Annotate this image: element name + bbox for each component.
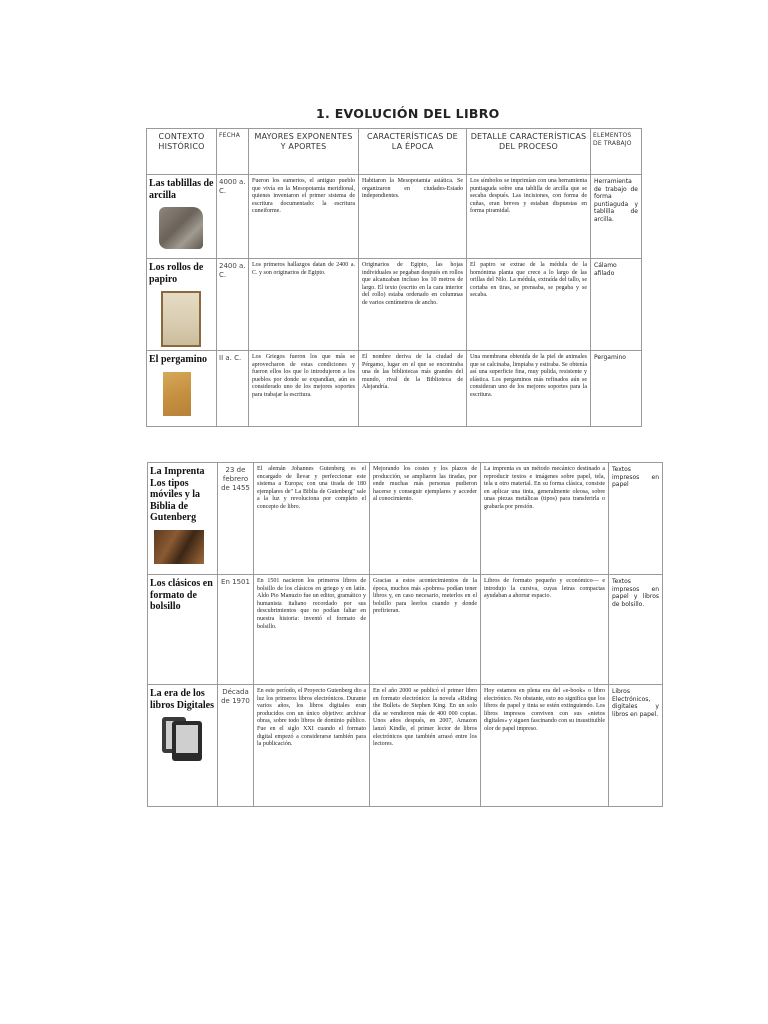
header-exponentes: MAYORES EXPONENTES Y APORTES: [249, 129, 359, 175]
topic-title: Los clásicos en formato de bolsillo: [150, 578, 213, 612]
table-row: [148, 463, 663, 575]
date-cell: 2400 a. C.: [217, 259, 249, 351]
papyrus-scroll-image: [161, 291, 201, 347]
detail-cell: El papiro se extrae de la médula de la homónima planta que crece a lo largo de las orillas del Nilo. La médula, extraída del tallo, se cortaba en tiras, se prensaba, se pegaba y se secaba.: [467, 259, 591, 351]
ereader-front-icon: [172, 721, 202, 761]
topic-title: La era de los libros Digitales: [150, 688, 214, 711]
topic-title: El pergamino: [149, 354, 208, 365]
header-caracteristicas: CARACTERÍSTICAS DE LA ÉPOCA: [359, 129, 467, 175]
parchment-image: [163, 372, 191, 416]
tools-cell: Cálamo afilado: [591, 259, 642, 351]
tools-cell: Textos impresos en papel: [609, 463, 663, 575]
clay-tablet-image: [159, 207, 203, 249]
topic-cell: [147, 351, 217, 427]
header-elementos: ELEMENTOS DE TRABAJO: [591, 129, 642, 175]
date-cell: II a. C.: [217, 351, 249, 427]
exponents-cell: Fueron los sumerios, el antiguo pueblo que vivía en la Mesopotamia meridional, quienes inventaron el primer sistema de escritura documentado: la escritura cuneiforme.: [249, 175, 359, 259]
date-cell: 23 de febrero de 1455: [218, 463, 254, 575]
book-evolution-table-part2: [147, 462, 663, 807]
topic-cell: [147, 259, 217, 351]
header-fecha: FECHA: [217, 129, 249, 175]
exponents-cell: Los Griegos fueron los que más se aprovecharon de estas condiciones y fueron ellos los que lo introdujeron a los pueblos por donde se expandían, aún es considerado uno de los mejores soportes para trabajar la escritura.: [249, 351, 359, 427]
header-contexto: CONTEXTO HISTÓRICO: [147, 129, 217, 175]
tools-cell: Libros Electrónicos, digitales y libros en papel.: [609, 685, 663, 807]
exponents-cell: En 1501 nacieron los primeros libros de bolsillo de los clásicos en griego y en latín. Aldo Pio Manuzio fue un editor, gramático y humanista italiano recordado por sus descubrimientos que no podían faltar en nuestra historia: inventó el formato de bolsillo.: [254, 575, 370, 685]
features-cell: Mejorando los costes y los plazos de producción, se ampliaron las tiradas, por ende muchas más personas pudieron hacerse y conseguir ejemplares y acceder al conocimiento.: [370, 463, 481, 575]
topic-title: La Imprenta Los tipos móviles y la Biblia de Gutenberg: [150, 466, 205, 523]
page-title: 1. EVOLUCIÓN DEL LIBRO: [316, 106, 500, 121]
features-cell: El nombre deriva de la ciudad de Pérgamo, lugar en el que se encontraba una de las bibliotecas más grandes del mundo, rival de la Biblioteca de Alejandría.: [359, 351, 467, 427]
tools-cell: Textos impresos en papel y libros de bolsillo.: [609, 575, 663, 685]
table-row: [148, 575, 663, 685]
detail-cell: La imprenta es un método mecánico destinado a reproducir textos e imágenes sobre papel, tela, tela u otro material. En su forma clásica, consiste en aplicar una tinta, generalmente oleosa, sobre unas piezas metálicas (tipos) para transferirla o grabarla por presión.: [481, 463, 609, 575]
features-cell: Habitaron la Mesopotamia asiática. Se organizaron en ciudades-Estado independientes.: [359, 175, 467, 259]
detail-cell: Una membrana obtenida de la piel de animales que se calcinaba, limpiaba y estiraba. Se obtenía así una superficie fina, muy pulida, resistente y elástica. Los pergaminos más refinados aún se consideran uno de los mejores soportes para la escritura.: [467, 351, 591, 427]
features-cell: En el año 2000 se publicó el primer libro en formato electrónico: la novela «Riding the Bullet» de Stephen King. En un solo día se vendieron más de 400 000 copias. Unos años después, en 2007, Amazon lanzó Kindle, el primer lector de libros electrónicos que también arrasó entre los lectores.: [370, 685, 481, 807]
table-row: [147, 175, 642, 259]
exponents-cell: El alemán Johannes Gutenberg es el encargado de llevar y perfeccionar este sistema a Europa; con una tirada de 180 ejemplares de" La Biblia de Gutenberg" sale a la luz y revoluciona por completo el concepto de libro.: [254, 463, 370, 575]
topic-title: Los rollos de papiro: [149, 262, 204, 285]
detail-cell: Hoy estamos en plena era del «e-book» o libro electrónico. No obstante, esto no significa que los libros de papel y tinta se estén extinguiendo. Los libros impresos conviven con sus «nietos digitales» y siguen fascinando con su insustituible olor de papel impreso.: [481, 685, 609, 807]
date-cell: Década de 1970: [218, 685, 254, 807]
gutenberg-bible-image: [154, 530, 204, 564]
exponents-cell: En este período, el Proyecto Gutenberg dio a luz los primeros libros electrónicos. Durante varios años, los libros digitales eran producidos con un único objetivo: archivar obras, sobre todo libros de dominio público. Fue en el siglo XXI cuando el formato digital empezó a considerarse también para la publicación.: [254, 685, 370, 807]
features-cell: Originarios de Egipto, las hojas individuales se pegaban después en rollos que alcanzaban incluso los 10 metros de largo. El texto (escrito en la cara interior del rollo) estaba ordenado en columnas de varios centímetros de ancho.: [359, 259, 467, 351]
ereader-devices-image: [150, 717, 215, 763]
detail-cell: Libros de formato pequeño y económico— e introdujo la cursiva, cuyas letras compactas ayudaban a ahorrar espacio.: [481, 575, 609, 685]
topic-cell: [148, 685, 218, 807]
tools-cell: Pergamino: [591, 351, 642, 427]
topic-cell: [148, 463, 218, 575]
topic-cell: [148, 575, 218, 685]
table-row: [148, 685, 663, 807]
detail-cell: Los símbolos se imprimían con una herramienta puntiaguda sobre una tablilla de arcilla que se secaba después. Las incisiones, con forma de cuñas, eran breves y estaban dispuestas en forma piramidal.: [467, 175, 591, 259]
exponents-cell: Los primeros hallazgos datan de 2400 a. C. y son originarios de Egipto.: [249, 259, 359, 351]
header-detalle: DETALLE CARACTERÍSTICAS DEL PROCESO: [467, 129, 591, 175]
features-cell: Gracias a estos acontecimientos de la época, muchos más «pobres» podían tener libros y, en caso necesario, meterlos en el bolsillo para leerlos cuando y donde prefirieran.: [370, 575, 481, 685]
date-cell: 4000 a. C.: [217, 175, 249, 259]
table-row: [147, 351, 642, 427]
topic-title: Las tablillas de arcilla: [149, 178, 214, 201]
table-row: [147, 259, 642, 351]
topic-cell: [147, 175, 217, 259]
date-cell: En 1501: [218, 575, 254, 685]
book-evolution-table-part1: [146, 128, 642, 427]
tools-cell: Herramienta de trabajo de forma puntiaguda y tablilla de arcilla.: [591, 175, 642, 259]
